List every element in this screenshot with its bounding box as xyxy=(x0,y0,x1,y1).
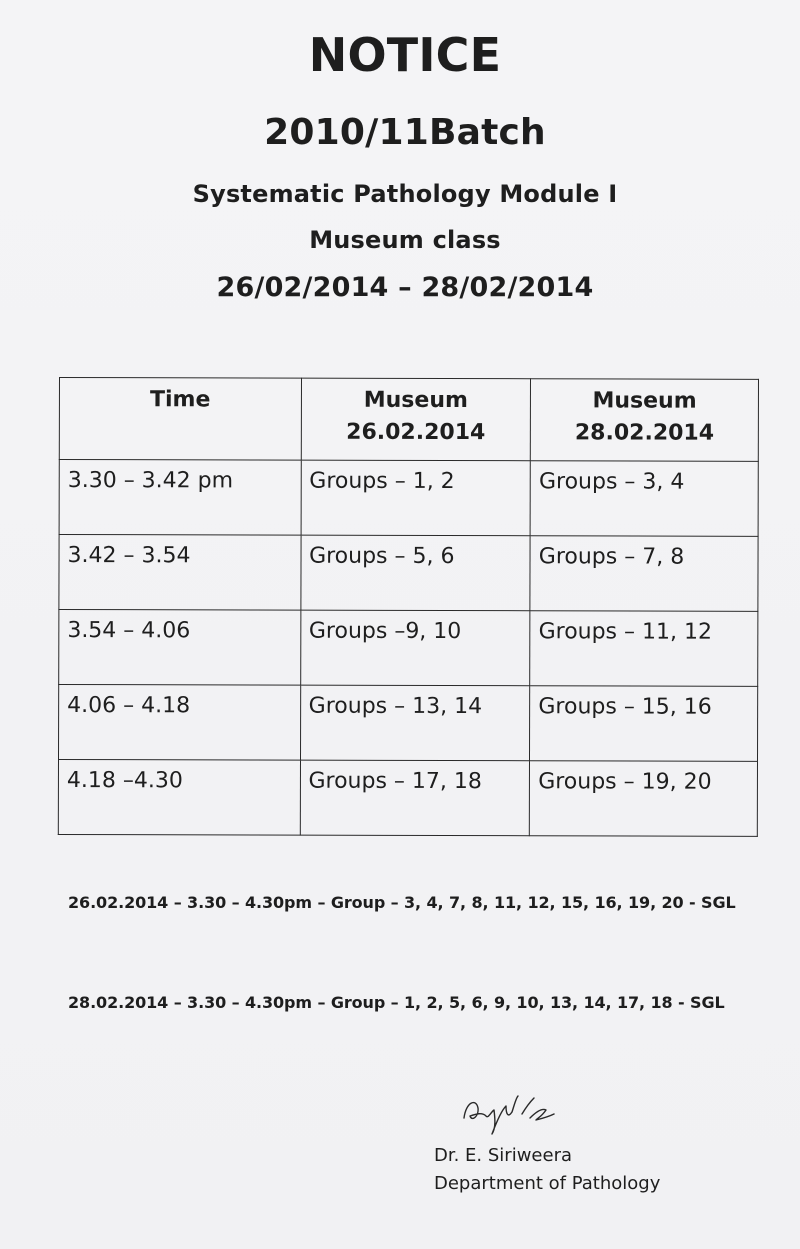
time-cell: 3.54 – 4.06 xyxy=(59,610,301,686)
header-museum-day1 xyxy=(301,378,531,461)
header-time xyxy=(59,378,301,461)
sgl-note-day1: 26.02.2014 – 3.30 – 4.30pm – Group – 3, 4, 7, 8, 11, 12, 15, 16, 19, 20 - SGL xyxy=(68,893,736,912)
day1-groups-cell: Groups – 1, 2 xyxy=(301,460,531,536)
time-cell: 3.42 – 3.54 xyxy=(59,535,301,611)
table-row xyxy=(59,535,758,612)
notice-title: NOTICE xyxy=(308,28,502,82)
day1-groups-cell: Groups – 5, 6 xyxy=(300,535,530,611)
header-museum-label: Museum xyxy=(363,387,468,414)
module-title: Systematic Pathology Module I xyxy=(192,180,618,208)
date-range: 26/02/2014 – 28/02/2014 xyxy=(216,272,594,303)
day2-groups-cell: Groups – 19, 20 xyxy=(530,761,758,837)
table-row xyxy=(59,460,758,537)
day2-groups-cell: Groups – 15, 16 xyxy=(530,686,758,762)
day1-groups-cell: Groups – 13, 14 xyxy=(300,685,530,761)
signer-name: Dr. E. Siriweera xyxy=(434,1145,572,1166)
day1-groups-cell: Groups –9, 10 xyxy=(300,610,530,686)
day2-groups-cell: Groups – 11, 12 xyxy=(530,611,758,687)
table-header-row xyxy=(59,378,758,462)
header-museum-day2 xyxy=(531,379,759,462)
header-museum-date: 26.02.2014 xyxy=(346,419,486,446)
time-cell: 4.18 –4.30 xyxy=(58,760,300,836)
table-row xyxy=(58,760,757,837)
header-museum-date: 28.02.2014 xyxy=(574,420,715,446)
day2-groups-cell: Groups – 3, 4 xyxy=(530,461,758,537)
museum-timetable xyxy=(58,377,759,837)
table-row xyxy=(58,685,757,762)
batch-title: 2010/11Batch xyxy=(264,112,546,153)
table-row xyxy=(59,610,758,687)
signer-department: Department of Pathology xyxy=(434,1173,661,1194)
day1-groups-cell: Groups – 17, 18 xyxy=(300,760,530,836)
class-title: Museum class xyxy=(309,226,501,254)
header-museum-label: Museum xyxy=(592,388,697,414)
sgl-note-day2: 28.02.2014 – 3.30 – 4.30pm – Group – 1, 2, 5, 6, 9, 10, 13, 14, 17, 18 - SGL xyxy=(68,993,725,1012)
handwritten-signature xyxy=(458,1088,558,1138)
time-cell: 4.06 – 4.18 xyxy=(58,685,300,761)
header-time-label: Time xyxy=(149,387,211,413)
day2-groups-cell: Groups – 7, 8 xyxy=(530,536,758,612)
time-cell: 3.30 – 3.42 pm xyxy=(59,460,301,536)
